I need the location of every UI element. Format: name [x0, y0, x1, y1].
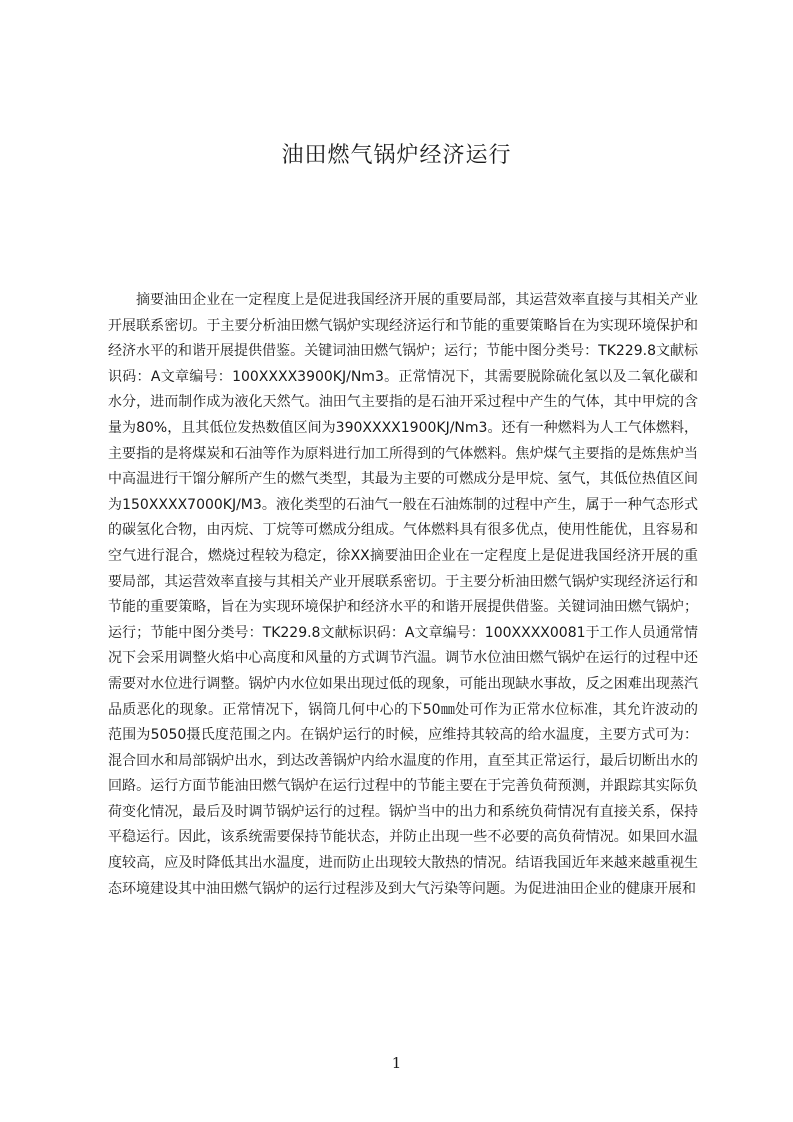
document-title: 油田燃气锅炉经济运行: [281, 143, 512, 168]
page-number: 1: [391, 1054, 402, 1072]
document-body-paragraph: 摘要油田企业在一定程度上是促进我国经济开展的重要局部，其运营效率直接与其相关产业开展联系密切。于主要分析油田燃气锅炉实现经济运行和节能的重要策略旨在为实现环境保护和经济水平的和谐开展提供借鉴。关键词油田燃气锅炉；运行；节能中图分类号：TK229.8文献标识码：A文章编号：100XXXX3900KJ/Nm3。正常情况下，其需要脱除硫化氢以及二氧化碳和水分，进而制作成为液化天然气。油田气主要指的是石油开采过程中产生的气体，其中甲烷的含量为80%，且其低位发热数值区间为390XXXX1900KJ/Nm3。还有一种燃料为人工气体燃料，主要指的是将煤炭和石油等作为原料进行加工所得到的气体燃料。焦炉煤气主要指的是炼焦炉当中高温进行干馏分解所产生的燃气类型，其最为主要的可燃成分是甲烷、氢气，其低位热值区间为150XXXX7000KJ/M3。液化类型的石油气一般在石油炼制的过程中产生，属于一种气态形式的碳氢化合物，由丙烷、丁烷等可燃成分组成。气体燃料具有很多优点，使用性能优，且容易和空气进行混合，燃烧过程较为稳定，徐XX摘要油田企业在一定程度上是促进我国经济开展的重要局部，其运营效率直接与其相关产业开展联系密切。于主要分析油田燃气锅炉实现经济运行和节能的重要策略，旨在为实现环境保护和经济水平的和谐开展提供借鉴。关键词油田燃气锅炉；运行；节能中图分类号：TK229.8文献标识码：A文章编号：100XXXX0081于工作人员通常情况下会采用调整火焰中心高度和风量的方式调节汽温。调节水位油田燃气锅炉在运行的过程中还需要对水位进行调整。锅炉内水位如果出现过低的现象，可能出现缺水事故，反之困难出现蒸汽品质恶化的现象。正常情况下，锅筒几何中心的下50㎜处可作为正常水位标准，其允许波动的范围为5050摄氏度范围之内。在锅炉运行的时候，应维持其较高的给水温度，主要方式可为：混合回水和局部锅炉出水，到达改善锅炉内给水温度的作用，直至其正常运行，最后切断出水的回路。运行方面节能油田燃气锅炉在运行过程中的节能主要在于完善负荷预测，并跟踪其实际负荷变化情况，最后及时调节锅炉运行的过程。锅炉当中的出力和系统负荷情况有直接关系，保持平稳运行。因此，该系统需要保持节能状态，并防止出现一些不必要的高负荷情况。如果回水温度较高，应及时降低其出水温度，进而防止出现较大散热的情况。结语我国近年来越来越重视生态环境建设其中油田燃气锅炉的运行过程涉及到大气污染等问题。为促进油田企业的健康开展和: [108, 292, 698, 897]
